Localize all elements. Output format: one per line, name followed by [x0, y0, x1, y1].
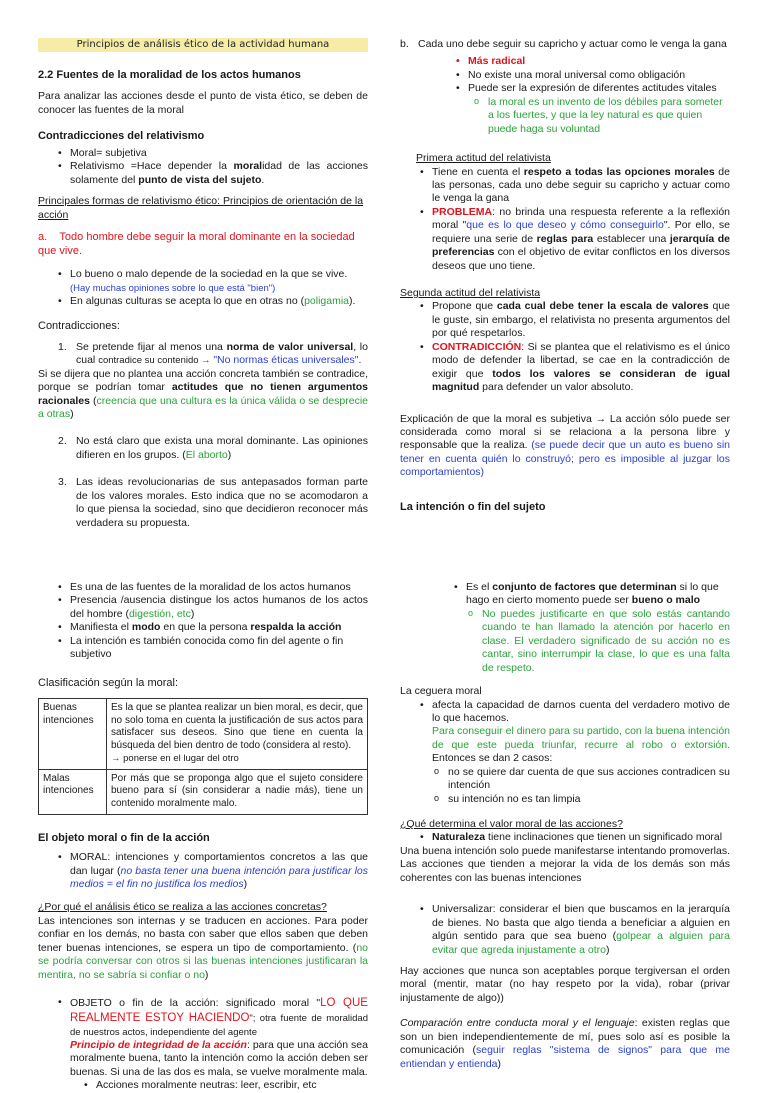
ceguera-list — [400, 699, 730, 807]
section-title: 2.2 Fuentes de la moralidad de los actos humanos — [38, 69, 301, 81]
formas-heading: Principales formas de relativismo ético: Principios de orientación de la acción — [38, 195, 364, 221]
clasificacion-label: Clasificación según la moral: — [38, 676, 179, 689]
list-item: • La intención es también conocida como fin del agente o fin subjetivo — [38, 635, 368, 662]
intro-paragraph: Para analizar las acciones desde el punto de vista ético, se deben de conocer las fuentes de la moral — [38, 90, 368, 116]
sub-list-item: o la moral es un invento de los débiles para someter a los fuertes, y que la ley natural es que quien puede haga su voluntad — [472, 96, 730, 136]
list-item: • Puede ser la expresión de diferentes actitudes vitales o la moral es un invento de los débiles para someter a los fuertes, y que la ley natural es que quien puede haga su voluntad — [436, 82, 730, 136]
sub-list-item: o no se quiere dar cuenta de que sus acciones contradicen su intención — [432, 766, 730, 793]
explicacion-paragraph: Explicación de que la moral es subjetiva → La acción sólo puede ser considerada como moral si se relaciona a la persona libre y responsable que la realiza. (se puede decir que un auto es bueno sin tener en cuenta quién lo construyó; pero es imposible al juzgar los comportamientos) — [400, 412, 730, 479]
objeto-list — [38, 851, 368, 891]
principle-a: a. Todo hombre debe seguir la moral dominante en la sociedad que vive. — [38, 231, 355, 258]
list-item: • Propone que cada cual debe tener la escala de valores que le guste, sin embargo, el relativista no presenta argumentos del por qué respetarlos. — [400, 300, 730, 340]
porque-paragraph: Las intenciones son internas y se traducen en acciones. Para poder confiar en los demás, no basta con saber que ellos saben que deben tener buenas intenciones, se espera un tipo de comportamiento. (no se podría conversar con otros si las buenas intenciones justificaran la mentira, no se sabría si confiar o no) — [38, 914, 368, 981]
list-item: • Es una de las fuentes de la moralidad de los actos humanos — [38, 581, 368, 594]
table-cell: Por más que se proponga algo que el sujeto considere bueno para sí (sin considerar a nadie más), tiene un contenido moralmente malo. — [107, 769, 368, 814]
ceguera-heading: La ceguera moral — [400, 685, 482, 698]
sub-list-item: o No puedes justificarte en que solo estás cantando cuando te han llamado la atención por hacerlo en clase. El verdadero significado de su acción no es cantar, sino interrumpir la clase, lo que es una falta de respeto. — [466, 608, 730, 675]
primera-list — [400, 166, 730, 274]
valor-heading: ¿Qué determina el valor moral de las acciones? — [400, 818, 623, 830]
table-cell: Es la que se plantea realizar un bien moral, es decir, que no solo toma en cuenta la justificación de sus actos para satisfacer sus deseos. Sino que tiene en cuenta la búsqueda del bien dentro de todo (considera al resto). → ponerse en el lugar del otro — [107, 698, 368, 769]
segunda-heading: Segunda actitud del relativista — [400, 287, 541, 299]
list-item: • En algunas culturas se acepta lo que en otras no (poligamia). — [38, 295, 368, 308]
comparacion-paragraph: Comparación entre conducta moral y el lenguaje: existen reglas que son un bien independientemente de mí, pues solo así es posible la comunicación (seguir reglas "sistema de signos" para que me entiendan y entienda) — [400, 1017, 730, 1070]
contradicciones-label: Contradicciones: — [38, 319, 120, 332]
valor-paragraph: Una buena intención solo puede manifestarse intentando promoverlas. Las acciones que tienden a mejorar la vida de los demás son más coherentes con las buenas intenciones — [400, 844, 730, 884]
list-item: • Lo bueno o malo depende de la sociedad en la que se vive. (Hay muchas opiniones sobre lo que está "bien") — [38, 268, 368, 295]
objeto-heading: El objeto moral o fin de la acción — [38, 832, 210, 845]
list-item: • Tiene en cuenta el respeto a todas las opciones morales de las personas, cada uno debe seguir su capricho y actuar como le venga la gana — [400, 166, 730, 206]
list-item: • Es el conjunto de factores que determinan si lo que hago en cierto momento puede ser bueno o malo o No puedes justificarte en que solo estás cantando cuando te han llamado la atención por hacerlo en clase. El verdadero significado de su acción no es cantar, sino interrumpir la clase, lo que es una falta de respeto. — [434, 581, 730, 675]
factores-list — [400, 581, 730, 675]
list-item: • Manifiesta el modo en que la persona respalda la acción — [38, 621, 368, 634]
list-item: • OBJETO o fin de la acción: significado moral "LO QUE REALMENTE ESTOY HACIENDO"; otra fuente de moralidad de nuestros actos, independiente del agente Principio de integridad de la acción: para que una acción sea moralmente buena, tanto la intención como la acción deben ser buenas. Si una de las dos es mala, se vuelve moralmente mala. • Acciones moralmente neutras: leer, escribir, etc — [38, 996, 368, 1093]
valor-list — [400, 831, 730, 844]
hay-paragraph: Hay acciones que nunca son aceptables porque tergiversan el orden moral (mentir, matar (no hay respeto por la vida), robar (privar injustamente de algo)) — [400, 964, 730, 1004]
left-top-column — [38, 68, 368, 530]
intencion-list — [38, 581, 368, 662]
table-row — [39, 698, 368, 769]
right-top-column — [400, 38, 730, 514]
list-item: • Universalizar: considerar el bien que buscamos en la jerarquía de bienes. No basta que algo tienda a beneficiar a alguien en algún sentido para que sea bueno (golpear a alguien para evitar que agreda injustamente a otro) — [400, 903, 730, 957]
si-paragraph: Si se dijera que no plantea una acción concreta también se contradice, porque se podrían tomar actitudes que no tienen argumentos racionales (creencia que una cultura es la única válida o se desprecie a otras) — [38, 367, 368, 420]
sub-list — [432, 766, 730, 806]
numbered-item-1: 1. Se pretende fijar al menos una norma de valor universal, lo cual contradice su contenido → "No normas éticas universales". — [58, 340, 368, 367]
segunda-list — [400, 300, 730, 394]
primera-heading: Primera actitud del relativista — [416, 152, 551, 165]
principle-b: b. Cada uno debe seguir su capricho y actuar como le venga la gana — [400, 38, 727, 50]
principle-a-list — [38, 268, 368, 308]
table-cell: Buenas intenciones — [39, 698, 107, 769]
contradicciones-heading: Contradicciones del relativismo — [38, 129, 205, 142]
porque-heading: ¿Por qué el análisis ético se realiza a las acciones concretas? — [38, 901, 327, 914]
list-item: • Presencia /ausencia distingue los actos humanos de los actos del hombre (digestión, etc) — [38, 594, 368, 621]
intencion-heading: La intención o fin del sujeto — [400, 500, 546, 513]
list-item: • CONTRADICCIÓN: Si se plantea que el relativismo es el único modo de defender la libertad, se cae en la contradicción de exigir que todos los valores se consideran de igual magnitud para defender un valor absoluto. — [400, 341, 730, 395]
list-item: • Moral= subjetiva — [38, 147, 368, 160]
clasificacion-table — [38, 698, 368, 815]
objeto-detail-list — [38, 996, 368, 1093]
page-title: Principios de análisis ético de la actividad humana — [38, 38, 368, 52]
left-bottom-column — [38, 581, 368, 1093]
universalizar-list — [400, 903, 730, 957]
list-item: • PROBLEMA: no brinda una respuesta referente a la reflexión moral "que es lo que deseo y cómo conseguirlo". Por ello, se requiere una serie de reglas para establecer una jerarquía de preferencias con el objetivo de evitar conflictos en los diversos deseos que uno tiene. — [400, 206, 730, 273]
table-cell: Malas intenciones — [39, 769, 107, 814]
list-item: • afecta la capacidad de darnos cuenta del verdadero motivo de lo que hacemos. Para conseguir el dinero para su partido, con la buena intención de que este pueda triunfar, recurre al robo o extorsión. Entonces se dan 2 casos: o no se quiere dar cuenta de que sus acciones contradicen su intención o su intención no es tan limpia — [400, 699, 730, 807]
sub-list — [64, 1079, 368, 1092]
sub-list-item: • Acciones moralmente neutras: leer, escribir, etc — [64, 1079, 368, 1092]
sub-list-item: o su intención no es tan limpia — [432, 793, 730, 806]
sub-list — [472, 96, 730, 136]
sub-list — [466, 608, 730, 675]
list-item: • Naturaleza tiene inclinaciones que tienen un significado moral — [400, 831, 730, 844]
relativism-list — [38, 147, 368, 187]
right-bottom-column — [400, 581, 730, 1071]
table-row — [39, 769, 368, 814]
list-item: • Más radical — [436, 55, 730, 68]
list-item: • MORAL: intenciones y comportamientos concretos a las que dan lugar (no basta tener una buena intención para justificar los medios = el fin no justifica los medios) — [38, 851, 368, 891]
list-item: • Relativismo =Hace depender la moralidad de las acciones solamente del punto de vista del sujeto. — [38, 160, 368, 187]
list-item: • No existe una moral universal como obligación — [436, 69, 730, 82]
numbered-item-2: 2. No está claro que exista una moral dominante. Las opiniones difieren en los grupos. (El aborto) — [58, 435, 368, 461]
numbered-item-3: 3. Las ideas revolucionarias de sus antepasados forman parte de los valores morales. Esto indica que no se acomodaron a lo que piensa la sociedad, sino que decidieron reconocer más verdadera su propuesta. — [58, 476, 368, 529]
principle-b-list — [400, 55, 730, 136]
